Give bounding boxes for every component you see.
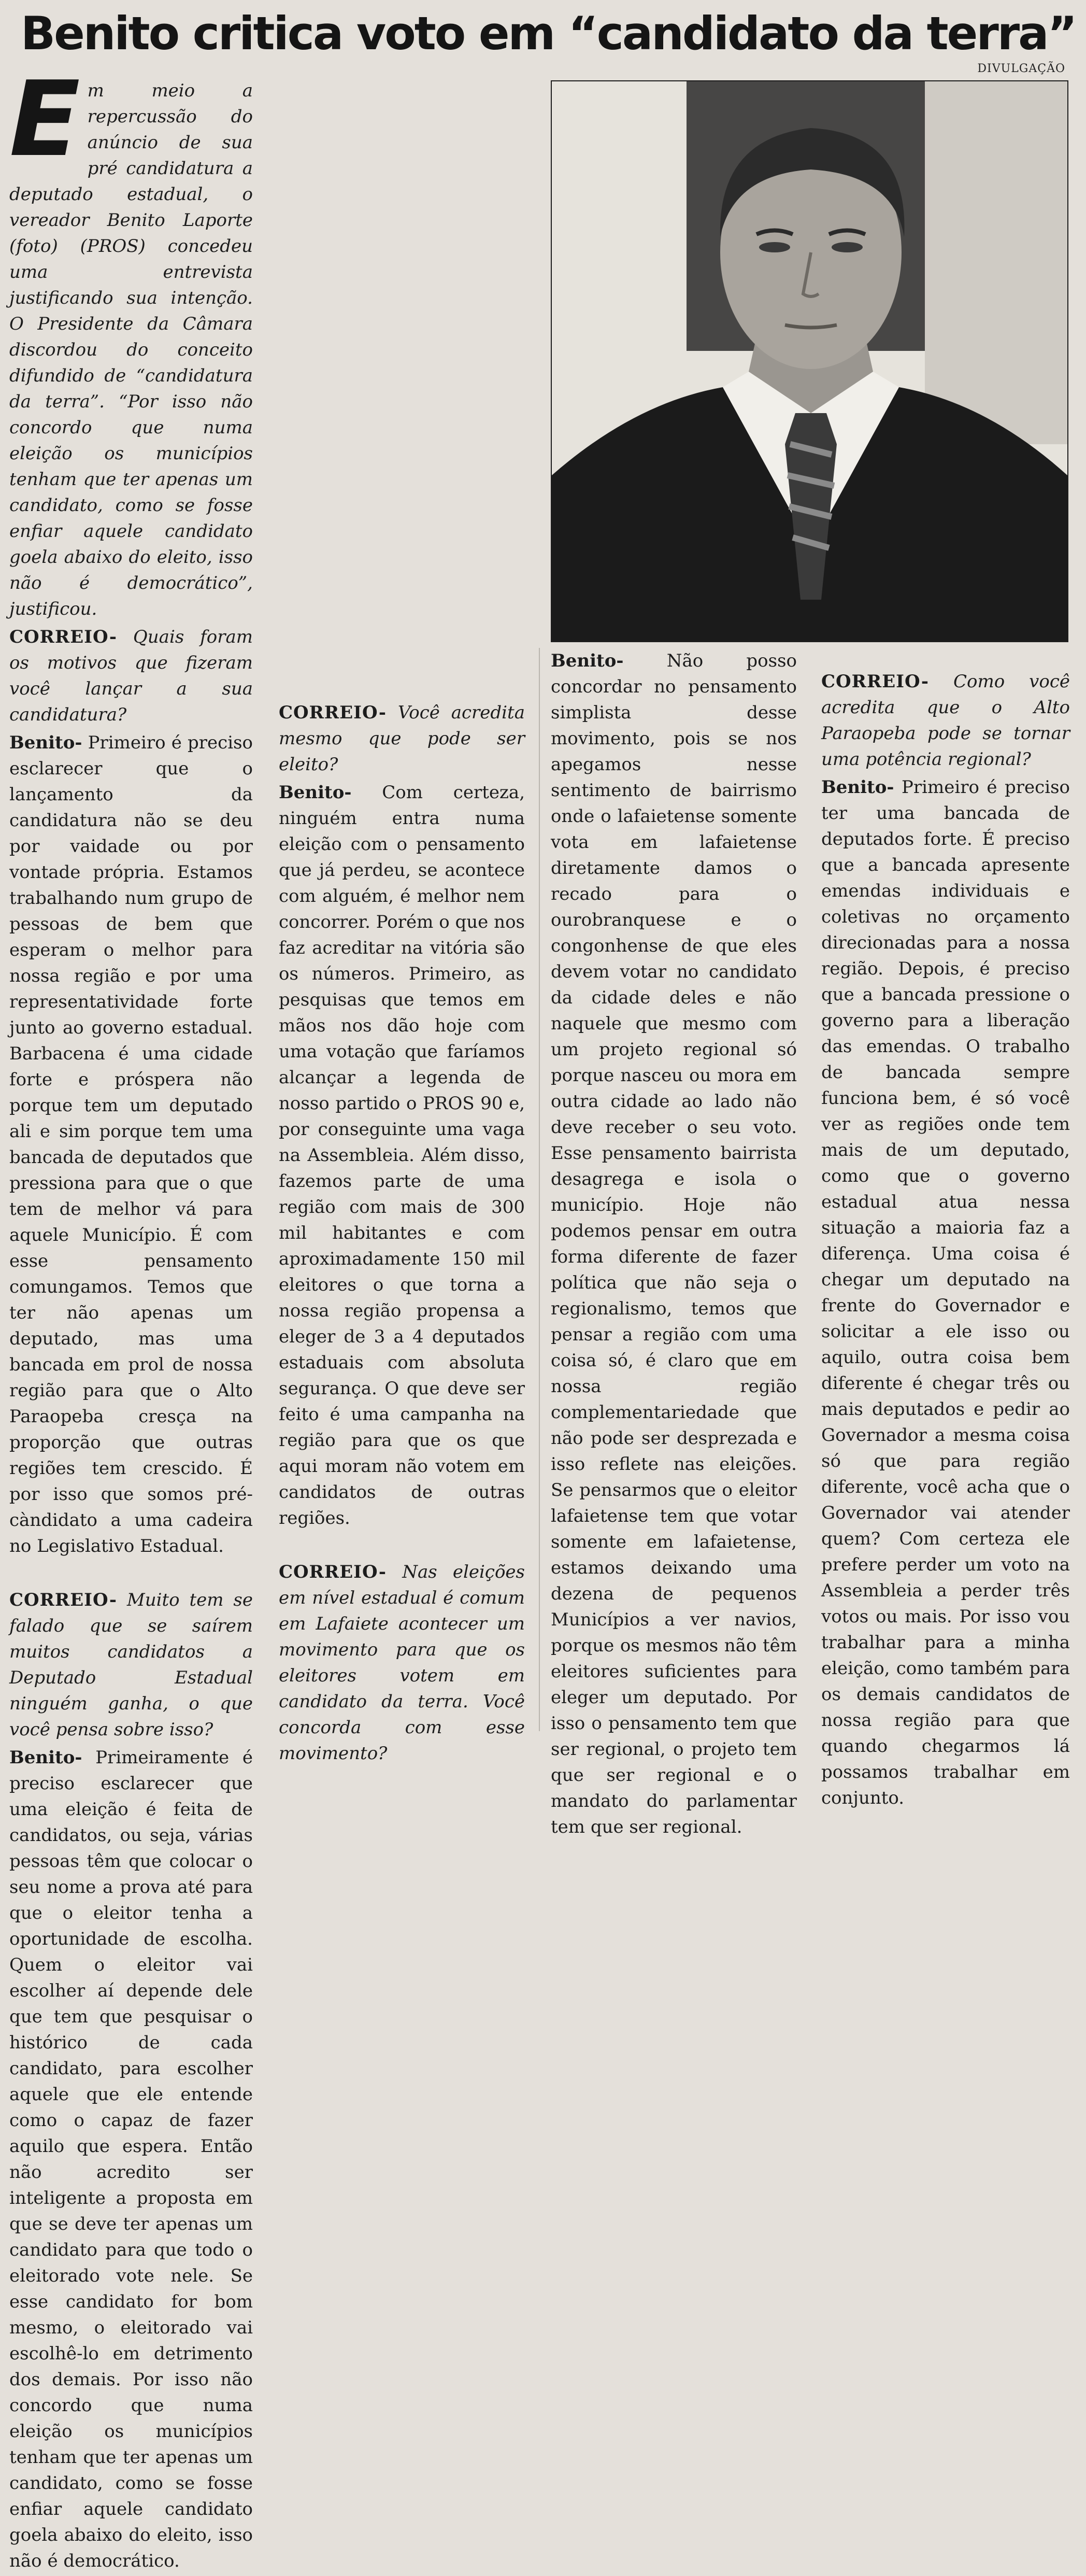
answer-label: Benito- (9, 732, 82, 753)
question-label: CORREIO- (9, 627, 117, 647)
portrait-illustration (552, 81, 1067, 641)
answer-2-start (9, 1745, 253, 2574)
answer-text: Primeiro é preciso ter uma bancada de deputados forte. É preciso que a bancada apresente emendas individuais e coletivas no orçamento direcionadas para a nossa região. Depois, é preciso que a bancada pressione o governo para a liberação das emendas. O trabalho de bancada sempre funciona bem, é só você ver as regiões onde tem mais de um deputado, como que o governo estadual atua nessa situação a maioria faz a diferença. Uma coisa é chegar um deputado na frente do Governador e solicitar a ele isso ou aquilo, outra coisa bem diferente é chegar três ou mais deputados e pedir ao Governador a mesma coisa só que para região diferente, você acha que o Governador vai atender quem? Com certeza ele prefere perder um voto na Assembleia a perder três votos ou mais. Por isso vou trabalhar para a minha eleição, como também para os demais candidatos de nossa região para que quando chegarmos lá possamos trabalhar em conjunto. (821, 777, 1070, 1808)
question-text: Como você acredita que o Alto Paraopeba pode se tornar uma potência regional? (821, 671, 1070, 770)
question-text: Você acredita mesmo que pode ser eleito? (279, 702, 525, 775)
question-2 (9, 1587, 253, 1743)
headline: Benito critica voto em “candidato da terra” (21, 7, 1076, 60)
answer-text: Primeiro é preciso esclarecer que o lançamento da candidatura não se deu por vaidade ou por vontade própria. Estamos trabalhando num grupo de pessoas de bem que esperam o melhor para nossa região e por uma representatividade forte junto ao governo estadual. Barbacena é uma cidade forte e próspera não porque tem um deputado ali e sim porque tem uma bancada de deputados que pressiona para que o que tem de melhor vá para aquele Município. É com esse pensamento comungamos. Temos que ter não apenas um deputado, mas uma bancada em prol de nossa região para que o Alto Paraopeba cresça na proporção que outras regiões tem crescido. É por isso que somos pré-càndidato a uma cadeira no Legislativo Estadual. (9, 732, 253, 1556)
question-label: CORREIO- (279, 702, 387, 723)
column-3 (551, 648, 797, 1842)
portrait-photo (551, 80, 1068, 642)
answer-label: Benito- (279, 782, 352, 803)
intro-text: m meio a repercussão do anúncio de sua pré candidatura a deputado estadual, o vereador Benito Laporte (foto) (PROS) concedeu uma entrevista justificando sua intenção. O Presidente da Câmara discordou do conceito difundido de “candidatura da terra”. “Por isso não concordo que numa eleição os municípios tenham que ter apenas um candidato, como se fosse enfiar aquele candidato goela abaixo do eleito, isso não é democrático”, justificou. (9, 80, 253, 619)
intro-paragraph (9, 59, 253, 622)
answer-text: Não posso concordar no pensamento simplista desse movimento, pois se nos apegamos nesse sentimento de bairrismo onde o lafaietense somente vota em lafaietense diretamente damos o recado para o ourobranquese e o congonhense de que eles devem votar no candidato da cidade deles e não naquele que mesmo com um projeto regional só porque nasceu ou mora em outra cidade ao lado não deve receber o seu voto. Esse pensamento bairrista desagrega e isola o município. Hoje não podemos pensar em outra forma diferente de fazer política que não seja o regionalismo, temos que pensar a região com uma coisa só, é claro que em nossa região complementariedade que não pode ser desprezada e isso reflete nas eleições. Se pensarmos que o eleitor lafaietense tem que votar somente em lafaietense, estamos deixando uma dezena de pequenos Municípios a ver navios, porque os mesmos não têm eleitores suficientes para eleger um deputado. Por isso o pensamento tem que ser regional, o projeto tem que ser regional e o mandato do parlamentar tem que ser regional. (551, 650, 797, 1837)
question-3 (279, 700, 525, 777)
answer-4 (551, 648, 797, 1840)
question-label: CORREIO- (279, 1562, 387, 1582)
answer-label: Benito- (551, 650, 624, 671)
question-text: Nas eleições em nível estadual é comum em Lafaiete acontecer um movimento para que os eleitores votem em candidato da terra. Você concorda com esse movimento? (279, 1562, 525, 1764)
question-label: CORREIO- (821, 671, 929, 692)
question-1 (9, 624, 253, 728)
dropcap: E (9, 59, 80, 180)
answer-text: Com certeza, ninguém entra numa eleição com o pensamento que já perdeu, se acontece com alguém, é melhor nem concorrer. Porém o que nos faz acreditar na vitória são os números. Primeiro, as pesquisas que temos em mãos nos dão hoje com uma votação que faríamos alcançar a legenda de nosso partido o PROS 90 e, por conseguinte uma vaga na Assembleia. Além disso, fazemos parte de uma região com mais de 300 mil habitantes e com aproximadamente 150 mil eleitores o que torna a nossa região propensa a eleger de 3 a 4 deputados estaduais com absoluta segurança. O que deve ser feito é uma campanha na região para que os que aqui moram não votem em candidatos de outras regiões. (279, 782, 525, 1528)
question-4 (279, 1559, 525, 1766)
answer-text: Primeiramente é preciso esclarecer que uma eleição é feita de candidatos, ou seja, várias pessoas têm que colocar o seu nome a prova até para que o eleitor tenha a oportunidade de escolha. Quem o eleitor vai escolher aí depende dele que tem que pesquisar o histórico de cada candidato, para escolher aquele que ele entende como o capaz de fazer aquilo que espera. Então não acredito ser inteligente a proposta em que se deve ter apenas um candidato para que todo o eleitorado vote nele. Se esse candidato for bom mesmo, o eleitorado vai escolhê-lo em detrimento dos demais. Por isso não concordo que numa eleição os municípios tenham que ter apenas um candidato, como se fosse enfiar aquele candidato goela abaixo do eleito, isso não é democrático. (9, 1747, 253, 2571)
question-label: CORREIO- (9, 1590, 117, 1610)
question-5 (821, 669, 1070, 772)
answer-label: Benito- (821, 777, 894, 798)
question-text: Muito tem se falado que se saírem muitos candidatos a Deputado Estadual ninguém ganha, o que você pensa sobre isso? (9, 1590, 253, 1740)
photo-credit: DIVULGAÇÃO (977, 62, 1065, 75)
question-text: Quais foram os motivos que fizeram você lançar a sua candidatura? (9, 627, 253, 725)
column-2 (279, 78, 525, 1768)
answer-1 (9, 730, 253, 1559)
column-rule (539, 648, 540, 1731)
answer-5 (821, 774, 1070, 1811)
column-4 (821, 669, 1070, 1813)
column-1 (9, 59, 253, 2576)
answer-3 (279, 780, 525, 1531)
answer-label: Benito- (9, 1747, 82, 1768)
